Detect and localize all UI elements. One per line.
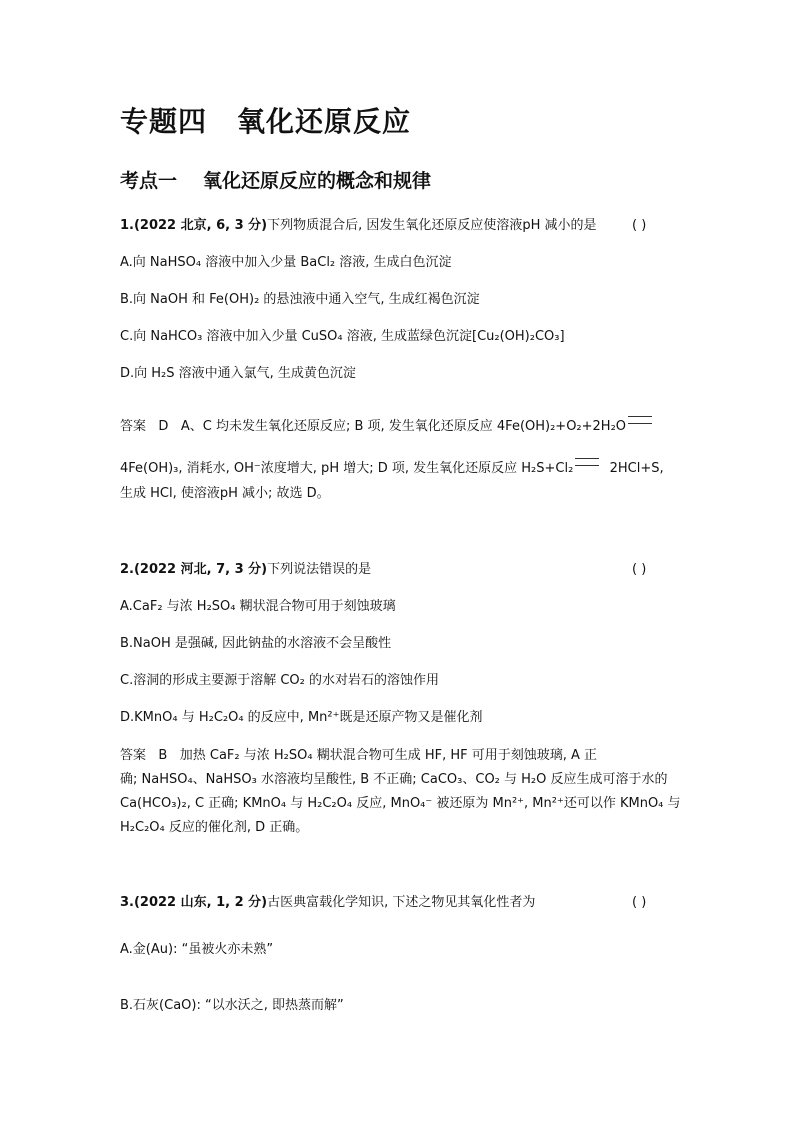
q1-answer-line-3: 生成 HCl, 使溶液pH 减小; 故选 D。	[120, 486, 330, 501]
q2-option-a: A.CaF₂ 与浓 H₂SO₄ 糊状混合物可用于刻蚀玻璃	[120, 599, 396, 614]
equals-sign-icon	[628, 416, 652, 424]
equals-sign-icon	[575, 458, 599, 466]
q2-stem: 2.(2022 河北, 7, 3 分)下列说法错误的是	[120, 562, 372, 577]
q1-answer-paren: ( )	[632, 218, 647, 233]
page-title: 专题四 氧化还原反应	[120, 105, 412, 138]
q1-stem: 1.(2022 北京, 6, 3 分)下列物质混合后, 因发生氧化还原反应使溶液pH 减小的是	[120, 218, 597, 233]
q2-answer-line-2: 确; NaHSO₄、NaHSO₃ 水溶液均呈酸性, B 不正确; CaCO₃、CO₂ 与 H₂O 反应生成可溶于水的	[120, 772, 668, 787]
q1-answer-line-2: 4Fe(OH)₃, 消耗水, OH⁻浓度增大, pH 增大; D 项, 发生氧化还原反应 H₂S+Cl₂ 2HCl+S,	[120, 458, 664, 477]
q1-option-b: B.向 NaOH 和 Fe(OH)₂ 的悬浊液中通入空气, 生成红褐色沉淀	[120, 292, 480, 307]
q3-option-a: A.金(Au): “虽被火亦未熟”	[120, 942, 274, 957]
q2-option-c: C.溶洞的形成主要源于溶解 CO₂ 的水对岩石的溶蚀作用	[120, 673, 439, 688]
q1-option-d: D.向 H₂S 溶液中通入氯气, 生成黄色沉淀	[120, 366, 356, 381]
q1-answer-line-1: 答案 D A、C 均未发生氧化还原反应; B 项, 发生氧化还原反应 4Fe(OH)₂+O₂+2H₂O	[120, 416, 654, 435]
section-heading: 考点一 氧化还原反应的概念和规律	[120, 170, 432, 192]
q2-answer-paren: ( )	[632, 562, 647, 577]
q3-answer-paren: ( )	[632, 895, 647, 910]
q1-option-c: C.向 NaHCO₃ 溶液中加入少量 CuSO₄ 溶液, 生成蓝绿色沉淀[Cu₂(OH)₂CO₃]	[120, 329, 565, 344]
q1-option-a: A.向 NaHSO₄ 溶液中加入少量 BaCl₂ 溶液, 生成白色沉淀	[120, 255, 452, 270]
q2-answer-line-1: 答案 B 加热 CaF₂ 与浓 H₂SO₄ 糊状混合物可生成 HF, HF 可用于刻蚀玻璃, A 正	[120, 748, 598, 763]
q3-option-b: B.石灰(CaO): “以水沃之, 即热蒸而解”	[120, 998, 344, 1013]
q3-stem: 3.(2022 山东, 1, 2 分)古医典富载化学知识, 下述之物见其氧化性者为	[120, 895, 536, 910]
q2-option-b: B.NaOH 是强碱, 因此钠盐的水溶液不会呈酸性	[120, 636, 392, 651]
q2-option-d: D.KMnO₄ 与 H₂C₂O₄ 的反应中, Mn²⁺既是还原产物又是催化剂	[120, 710, 483, 725]
q2-answer-line-4: H₂C₂O₄ 反应的催化剂, D 正确。	[120, 820, 309, 835]
q2-answer-line-3: Ca(HCO₃)₂, C 正确; KMnO₄ 与 H₂C₂O₄ 反应, MnO₄⁻ 被还原为 Mn²⁺, Mn²⁺还可以作 KMnO₄ 与	[120, 796, 681, 811]
